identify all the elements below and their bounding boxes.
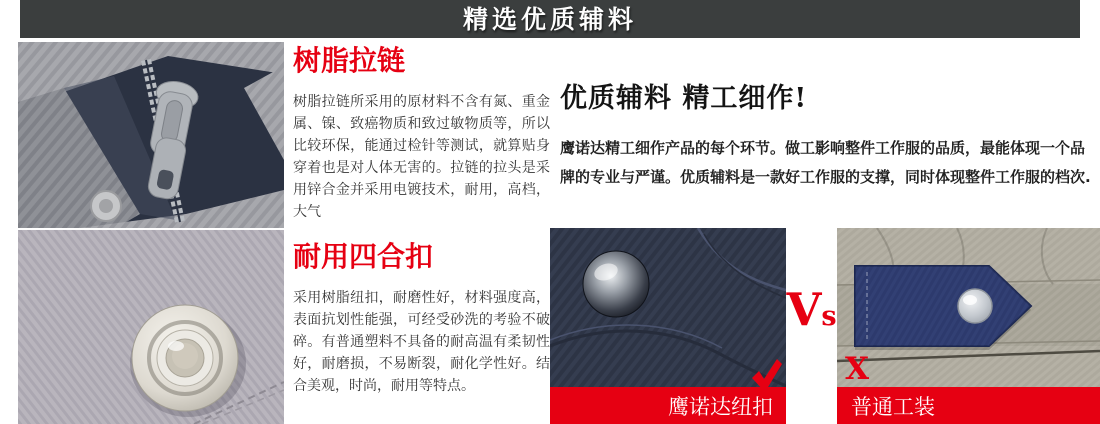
snap-button-photo [18, 230, 284, 424]
resin-zipper-photo [18, 42, 284, 228]
quality-text-block [560, 84, 1095, 192]
zipper-description: 树脂拉链所采用的原材料不含有氮、重金属、镍、致癌物质和致过敏物质等，所以比较环保，能通过检针等测试，就算贴身穿着也是对人体无害的。拉链的拉头是采用锌合金并采用电镀技术，耐用，高档，大气 [293, 93, 550, 220]
brand-label-band [550, 387, 786, 424]
ordinary-label-band [837, 387, 1100, 424]
snap-title: 耐用四合扣 [293, 240, 434, 273]
snap-photo-illustration [18, 230, 284, 424]
snap-description: 采用树脂纽扣，耐磨性好，材料强度高，表面抗划性能强，可经受砂洗的考验不破碎。有普通塑料不具备的耐高温有柔韧性好，耐磨损，不易断裂，耐化学性好。结合美观，时尚，耐用等特点。 [293, 289, 550, 394]
quality-heading: 优质辅料 精工细作! [560, 83, 808, 114]
ordinary-button-card [837, 228, 1100, 424]
section-header-bar [20, 0, 1080, 38]
cross-icon: X [845, 351, 870, 387]
brand-button-card [550, 228, 786, 424]
vs-label: Vs [786, 283, 837, 336]
section-title: 精选优质辅料 [462, 4, 637, 34]
zipper-text-block [293, 44, 550, 223]
quality-description: 鹰诺达精工细作产品的每个环节。做工影响整件工作服的品质，最能体现一个品牌的专业与严谨。优质辅料是一款好工作服的支撑，同时体现整件工作服的档次. [560, 138, 1091, 186]
zipper-title: 树脂拉链 [293, 44, 406, 77]
zipper-photo-illustration [18, 42, 284, 228]
brand-label: 鹰诺达纽扣 [668, 394, 773, 419]
ordinary-label: 普通工装 [851, 394, 935, 419]
ordinary-button-photo [837, 228, 1100, 387]
snap-text-block [293, 240, 550, 397]
